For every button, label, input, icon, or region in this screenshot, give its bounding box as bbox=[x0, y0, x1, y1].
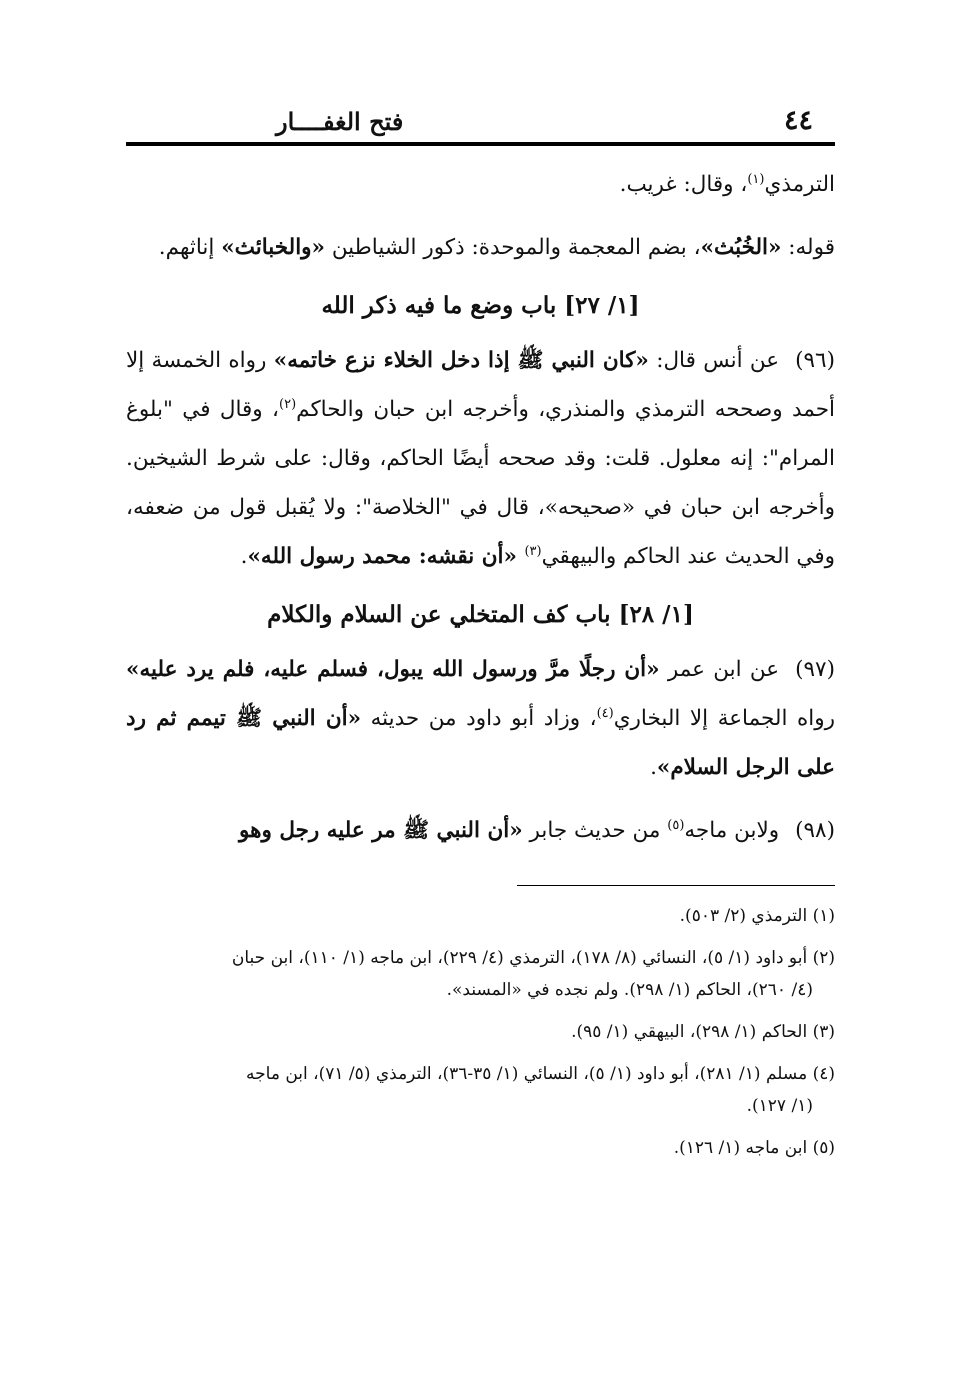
footnote-continuation: (١/ ١٢٧). bbox=[746, 1096, 813, 1116]
page-number: ٤٤ bbox=[783, 105, 813, 136]
text-segment: قوله: bbox=[781, 235, 835, 260]
footnote-text: (٤) مسلم (١/ ٢٨١)، أبو داود (١/ ٥)، النسائي (١/ ٣٥-٣٦)، الترمذي (٥/ ٧١)، ابن ماجه bbox=[246, 1064, 835, 1084]
text-segment: ، بضم المعجمة والموحدة: ذكور الشياطين bbox=[324, 235, 701, 260]
bold-term: «الخُبُث» bbox=[700, 235, 782, 260]
paragraph-khubuth bbox=[126, 223, 835, 272]
text-segment: ولابن ماجه bbox=[684, 818, 780, 843]
hadith-quote: «أن النبي ﷺ تيمم ثم رد على الرجل السلام» bbox=[126, 706, 835, 780]
footnote-text: (٣) الحاكم (١/ ٢٩٨)، البيهقي (١/ ٩٥). bbox=[571, 1022, 835, 1042]
footnote-3 bbox=[126, 1016, 835, 1048]
bold-term: «والخبائث» bbox=[221, 235, 325, 260]
text-segment: ، وقال في "بلوغ المرام": إنه معلول. قلت: وقد صححه أيضًا الحاكم، وقال: على شرط الشيخين. وأخرجه ابن حبان في «صحيحه»، قال في "الخلاصة": ولا يُقبل قول من ضعفه، وفي الحديث عند الحاكم والبيهقي bbox=[126, 397, 835, 569]
footnote-ref-3[interactable]: (٣) bbox=[524, 543, 542, 559]
footnote-text: (٥) ابن ماجه (١/ ١٢٦). bbox=[673, 1138, 835, 1158]
hadith-quote: «أن نقشه: محمد رسول الله» bbox=[247, 544, 525, 569]
hadith-number: (٩٧) bbox=[795, 657, 835, 682]
footnote-ref-1[interactable]: (١) bbox=[747, 171, 765, 187]
footnote-2 bbox=[126, 942, 835, 1006]
text-segment: ، وقال: غريب. bbox=[619, 172, 748, 197]
running-title: فتح الغفــــار bbox=[276, 107, 404, 136]
footnote-continuation: (٤/ ٢٦٠)، الحاكم (١/ ٢٩٨). ولم نجده في «المسند». bbox=[446, 980, 813, 1000]
footnote-ref-2[interactable]: (٢) bbox=[279, 396, 297, 412]
page-header bbox=[126, 96, 835, 136]
text-segment: عن ابن عمر bbox=[659, 657, 780, 682]
text-segment: رواه الخمسة إلا أحمد وصححه الترمذي والمنذري، وأخرجه ابن حبان والحاكم bbox=[126, 348, 836, 422]
text-segment: من حديث جابر bbox=[522, 818, 668, 843]
footnote-5 bbox=[126, 1132, 835, 1164]
hadith-number: (٩٨) bbox=[795, 818, 835, 843]
text-segment: . bbox=[240, 544, 248, 569]
footnote-1 bbox=[126, 900, 835, 932]
text-segment: . bbox=[650, 755, 657, 780]
paragraph-tirmidhi bbox=[126, 160, 835, 209]
footnote-separator bbox=[517, 885, 835, 886]
header-rule bbox=[126, 142, 835, 146]
text-segment: ، وزاد أبو داود من حديثه bbox=[361, 706, 597, 731]
footnotes bbox=[126, 900, 835, 1164]
footnote-ref-4[interactable]: (٤) bbox=[596, 705, 614, 721]
main-text bbox=[126, 160, 835, 855]
text-segment: إناثهم. bbox=[158, 235, 222, 260]
footnote-text: (٢) أبو داود (١/ ٥)، النسائي (٨/ ١٧٨)، الترمذي (٤/ ٢٢٩)، ابن ماجه (١/ ١١٠)، ابن حبان bbox=[231, 948, 835, 968]
chapter-heading-27: [١/ ٢٧] باب وضع ما فيه ذكر الله bbox=[321, 292, 640, 319]
hadith-quote: «كان النبي ﷺ إذا دخل الخلاء نزع خاتمه» bbox=[273, 348, 649, 373]
hadith-98 bbox=[126, 806, 835, 855]
hadith-97 bbox=[126, 645, 835, 792]
footnote-ref-5[interactable]: (٥) bbox=[667, 817, 685, 833]
hadith-quote: «أن النبي ﷺ مر عليه رجل وهو bbox=[239, 818, 523, 843]
chapter-heading-28: [١/ ٢٨] باب كف المتخلي عن السلام والكلام bbox=[267, 601, 694, 628]
hadith-number: (٩٦) bbox=[795, 348, 835, 373]
text-segment: الترمذي bbox=[764, 172, 835, 197]
text-segment: عن أنس قال: bbox=[648, 348, 780, 373]
footnote-text: (١) الترمذي (٢/ ٥٠٣). bbox=[679, 906, 835, 926]
hadith-quote: «أن رجلًا مرَّ ورسول الله يبول، فسلم عليه، فلم يرد عليه» bbox=[126, 657, 660, 682]
footnote-4 bbox=[126, 1058, 835, 1122]
text-segment: رواه الجماعة إلا البخاري bbox=[613, 706, 835, 731]
hadith-96 bbox=[126, 336, 835, 581]
